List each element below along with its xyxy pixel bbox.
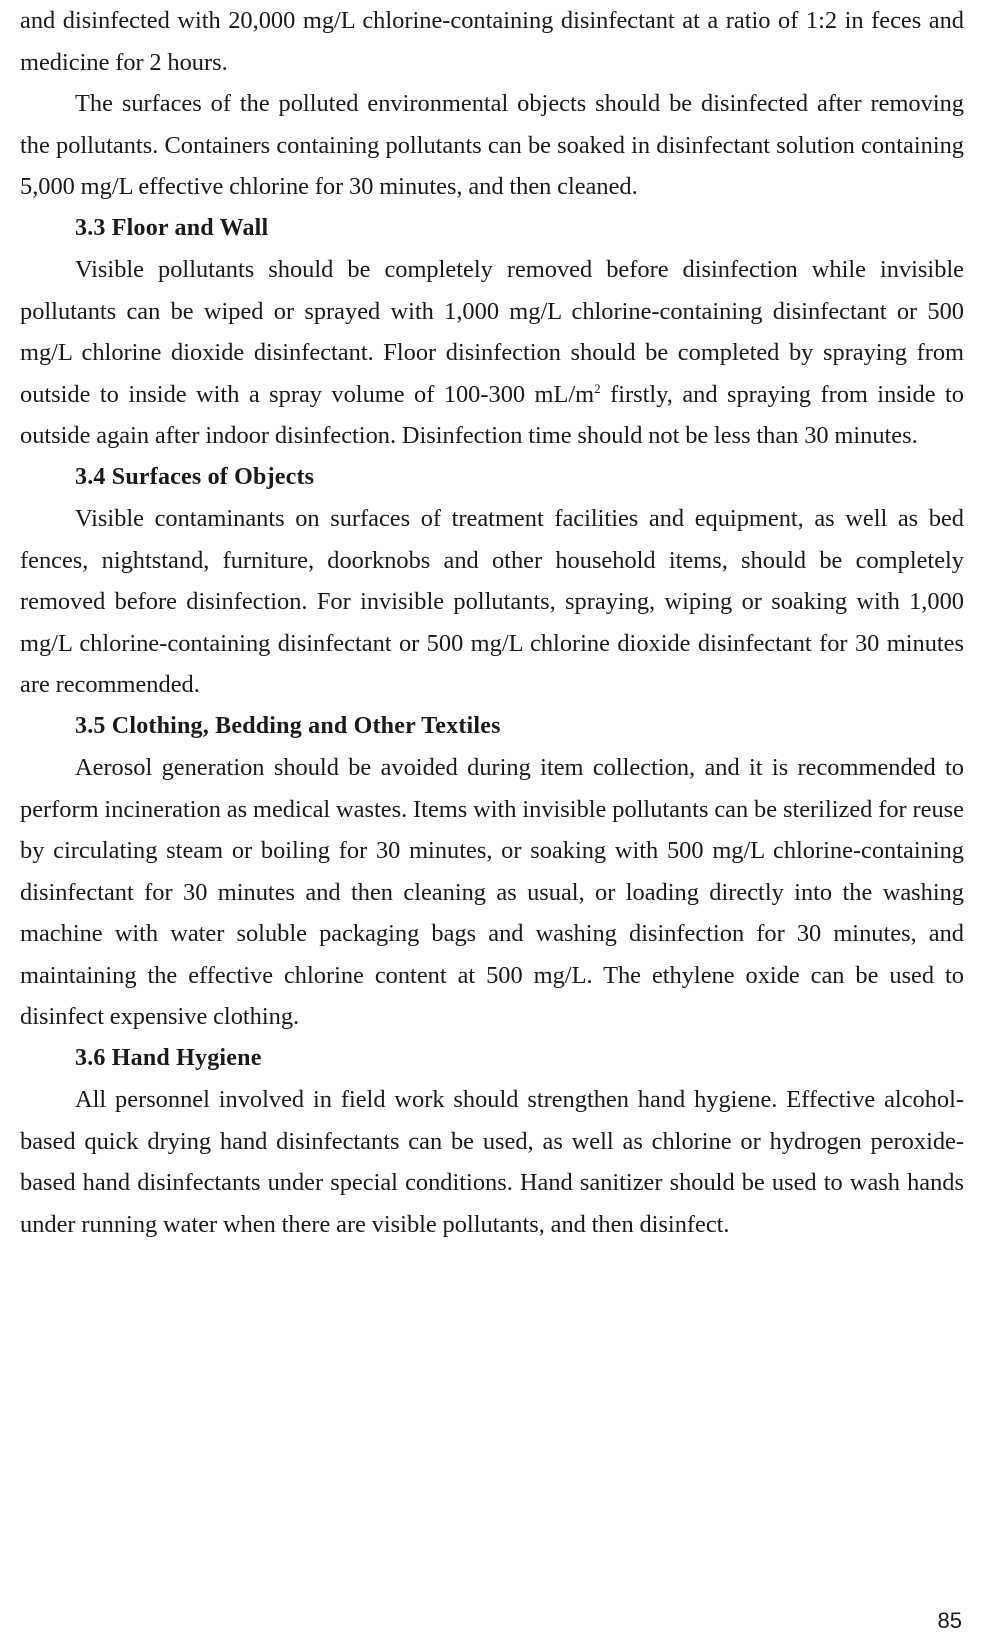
heading-clothing-bedding: 3.5 Clothing, Bedding and Other Textiles	[75, 712, 501, 739]
paragraph-surfaces-of-objects: Visible contaminants on surfaces of treatment facilities and equipment, as well as bed fences, nightstand, furniture, doorknobs and other household items, should be completely removed before disinfection. For invisible pollutants, spraying, wiping or soaking with 1,000 mg/L chlorine-containing disinfectant or 500 mg/L chlorine dioxide disinfectant for 30 minutes are recommended.	[20, 505, 964, 698]
superscript-two: 2	[594, 380, 601, 396]
paragraph-continuation: and disinfected with 20,000 mg/L chlorine-containing disinfectant at a ratio of 1:2 in feces and medicine for 2 hours.	[20, 7, 964, 76]
page-number: 85	[937, 1608, 962, 1633]
floor-text-before: Visible pollutants should be completely removed before disinfection while invisible pollutants can be wiped or sprayed with 1,000 mg/L chlorine-containing disinfectant or 500 mg/L chlorine dioxide disinfectant. Floor disinfection should be completed by spraying from outside to inside with a spray volume of 100-300 mL/m	[20, 256, 964, 408]
paragraph-clothing-bedding: Aerosol generation should be avoided during item collection, and it is recommended to perform incineration as medical wastes. Items with invisible pollutants can be sterilized for reuse by circulating steam or boiling for 30 minutes, or soaking with 500 mg/L chlorine-containing disinfectant for 30 minutes and then cleaning as usual, or loading directly into the washing machine with water soluble packaging bags and washing disinfection for 30 minutes, and maintaining the effective chlorine content at 500 mg/L. The ethylene oxide can be used to disinfect expensive clothing.	[20, 754, 964, 1030]
paragraph-hand-hygiene: All personnel involved in field work should strengthen hand hygiene. Effective alcohol-based quick drying hand disinfectants can be used, as well as chlorine or hydrogen peroxide-based hand disinfectants under special conditions. Hand sanitizer should be used to wash hands under running water when there are visible pollutants, and then disinfect.	[20, 1086, 964, 1238]
page-content	[20, 0, 964, 1245]
paragraph-surfaces-disinfection: The surfaces of the polluted environmental objects should be disinfected after removing the pollutants. Containers containing pollutants can be soaked in disinfectant solution containing 5,000 mg/L effective chlorine for 30 minutes, and then cleaned.	[20, 90, 964, 200]
floor-text-after: firstly, and spraying from inside to outside again after indoor disinfection. Disinfection time should not be less than 30 minutes.	[20, 380, 964, 449]
paragraph-floor-and-wall	[20, 249, 964, 457]
heading-surfaces-of-objects: 3.4 Surfaces of Objects	[75, 463, 315, 490]
heading-hand-hygiene: 3.6 Hand Hygiene	[75, 1044, 262, 1071]
heading-floor-and-wall: 3.3 Floor and Wall	[75, 214, 269, 241]
